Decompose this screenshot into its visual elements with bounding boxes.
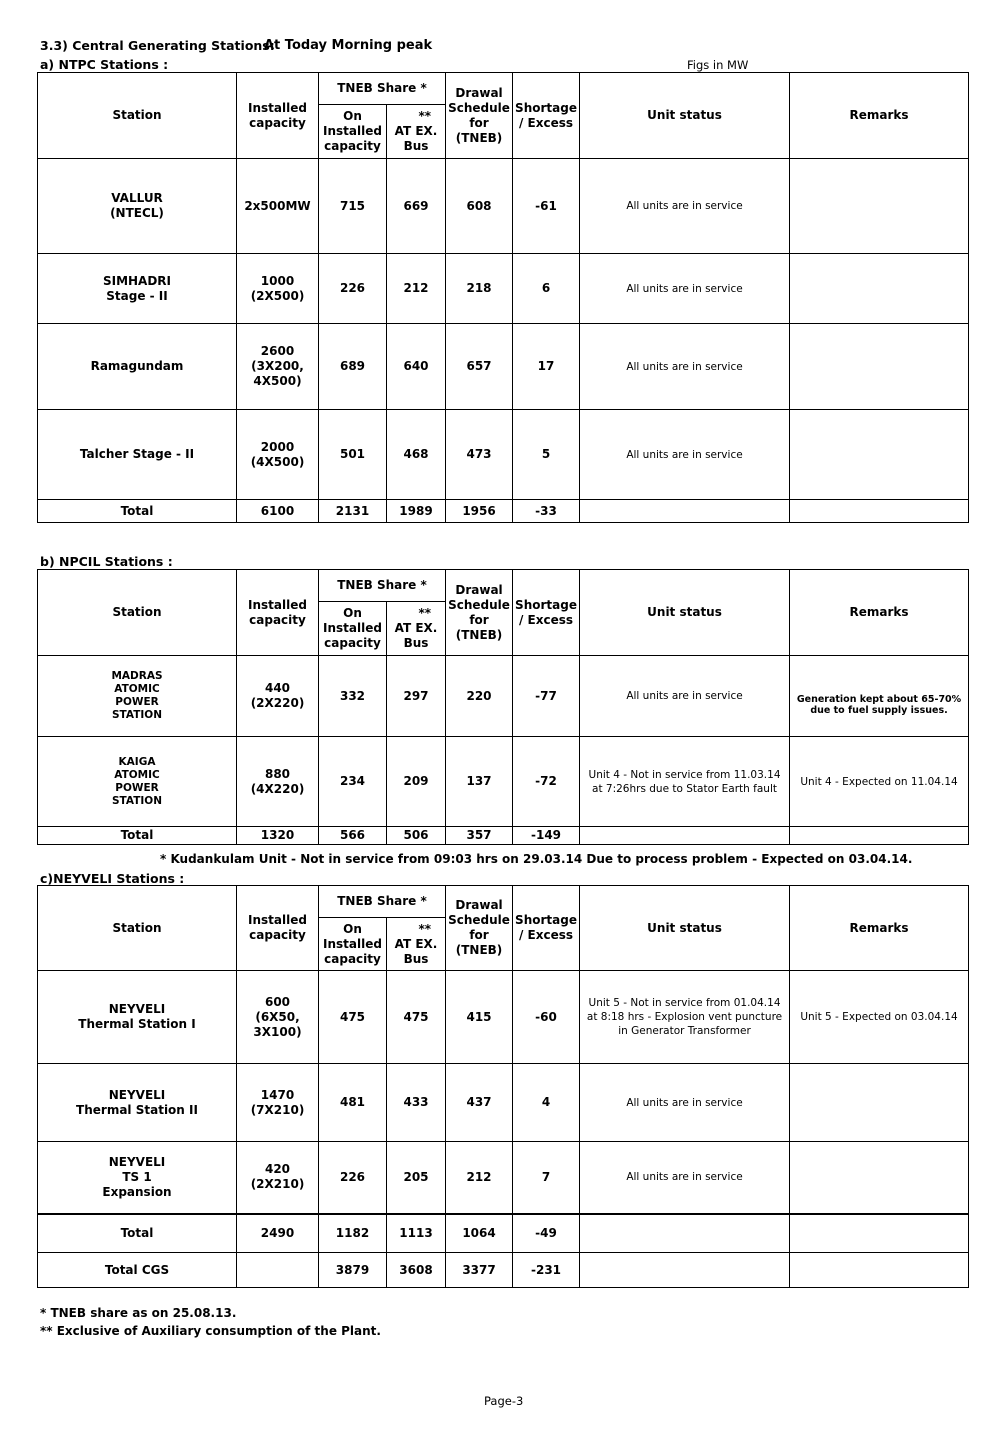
header-at-ex-bus — [387, 918, 446, 971]
total-shortage: -149 — [513, 827, 580, 845]
installed-capacity: 1470 (7X210) — [237, 1064, 319, 1142]
total-label: Total — [38, 500, 237, 523]
total-cgs-label: Total CGS — [38, 1253, 237, 1288]
header-installed: Installed capacity — [237, 73, 319, 159]
unit-status: All units are in service — [580, 410, 790, 500]
total-on-installed: 2131 — [319, 500, 387, 523]
installed-capacity: 420 (2X210) — [237, 1142, 319, 1214]
neyveli-heading: c)NEYVELI Stations : — [40, 871, 185, 886]
drawal-schedule: 218 — [446, 254, 513, 324]
header-shortage: Shortage / Excess — [513, 73, 580, 159]
share-at-ex-bus: 468 — [387, 410, 446, 500]
station-name: MADRAS ATOMIC POWER STATION — [38, 656, 237, 737]
unit-status: Unit 4 - Not in service from 11.03.14 at 7:26hrs due to Stator Earth fault — [580, 737, 790, 827]
footnote-tneb-share: * TNEB share as on 25.08.13. — [40, 1306, 237, 1320]
share-at-ex-bus: 205 — [387, 1142, 446, 1214]
drawal-schedule: 657 — [446, 324, 513, 410]
station-name: NEYVELI Thermal Station I — [38, 971, 237, 1064]
total-installed: 6100 — [237, 500, 319, 523]
total-on-installed: 1182 — [319, 1214, 387, 1253]
npcil-table — [37, 569, 969, 845]
station-name: Talcher Stage - II — [38, 410, 237, 500]
footnote-auxiliary: ** Exclusive of Auxiliary consumption of the Plant. — [40, 1324, 381, 1338]
total-cgs-at-ex-bus: 3608 — [387, 1253, 446, 1288]
drawal-schedule: 608 — [446, 159, 513, 254]
share-on-installed: 332 — [319, 656, 387, 737]
installed-capacity: 2000 (4X500) — [237, 410, 319, 500]
installed-capacity: 880 (4X220) — [237, 737, 319, 827]
at-ex-bus-label: AT EX. Bus — [394, 621, 438, 650]
shortage-excess: 5 — [513, 410, 580, 500]
total-cgs-remarks — [790, 1253, 969, 1288]
total-drawal: 1956 — [446, 500, 513, 523]
header-unit-status: Unit status — [580, 73, 790, 159]
remarks — [790, 324, 969, 410]
total-label: Total — [38, 1214, 237, 1253]
share-at-ex-bus: 669 — [387, 159, 446, 254]
total-installed: 1320 — [237, 827, 319, 845]
total-remarks — [790, 827, 969, 845]
share-on-installed: 689 — [319, 324, 387, 410]
page-number: Page-3 — [484, 1394, 524, 1408]
table-row — [38, 159, 969, 254]
shortage-excess: 17 — [513, 324, 580, 410]
kudankulam-note: * Kudankulam Unit - Not in service from 09:03 hrs on 29.03.14 Due to process problem - Expected on 03.04.14. — [160, 852, 913, 866]
total-row — [38, 500, 969, 523]
remarks — [790, 254, 969, 324]
header-tneb-share: TNEB Share * — [319, 73, 446, 105]
section-title: 3.3) Central Generating Stations: — [40, 38, 275, 53]
total-drawal: 357 — [446, 827, 513, 845]
total-row — [38, 827, 969, 845]
total-at-ex-bus: 1113 — [387, 1214, 446, 1253]
unit-status: All units are in service — [580, 324, 790, 410]
section-subtitle: At Today Morning peak — [264, 38, 433, 53]
installed-capacity: 600 (6X50, 3X100) — [237, 971, 319, 1064]
station-name: KAIGA ATOMIC POWER STATION — [38, 737, 237, 827]
share-on-installed: 234 — [319, 737, 387, 827]
header-on-installed: On Installed capacity — [319, 105, 387, 159]
table-row — [38, 324, 969, 410]
share-on-installed: 501 — [319, 410, 387, 500]
drawal-schedule: 437 — [446, 1064, 513, 1142]
share-on-installed: 226 — [319, 254, 387, 324]
npcil-heading: b) NPCIL Stations : — [40, 554, 173, 569]
ntpc-table — [37, 72, 969, 523]
table-row — [38, 1142, 969, 1214]
table-row — [38, 737, 969, 827]
shortage-excess: -77 — [513, 656, 580, 737]
header-remarks: Remarks — [790, 886, 969, 971]
total-installed: 2490 — [237, 1214, 319, 1253]
station-name: NEYVELI Thermal Station II — [38, 1064, 237, 1142]
drawal-schedule: 137 — [446, 737, 513, 827]
header-station: Station — [38, 570, 237, 656]
at-ex-bus-label: AT EX. Bus — [394, 936, 438, 966]
unit-status: All units are in service — [580, 1142, 790, 1214]
remarks: Unit 4 - Expected on 11.04.14 — [790, 737, 969, 827]
station-name: NEYVELI TS 1 Expansion — [38, 1142, 237, 1214]
header-shortage: Shortage / Excess — [513, 886, 580, 971]
header-on-installed: On Installed capacity — [319, 602, 387, 656]
header-at-ex-bus — [387, 602, 446, 656]
header-installed: Installed capacity — [237, 886, 319, 971]
share-on-installed: 481 — [319, 1064, 387, 1142]
total-cgs-installed — [237, 1253, 319, 1288]
header-shortage: Shortage / Excess — [513, 570, 580, 656]
unit-status: All units are in service — [580, 159, 790, 254]
double-star-mark: ** — [418, 921, 432, 936]
total-at-ex-bus: 506 — [387, 827, 446, 845]
installed-capacity: 1000 (2X500) — [237, 254, 319, 324]
remarks — [790, 1064, 969, 1142]
table-row — [38, 656, 969, 737]
installed-capacity: 440 (2X220) — [237, 656, 319, 737]
remarks — [790, 1142, 969, 1214]
total-row — [38, 1214, 969, 1253]
header-at-ex-bus — [387, 105, 446, 159]
total-label: Total — [38, 827, 237, 845]
table-row — [38, 254, 969, 324]
remarks: Unit 5 - Expected on 03.04.14 — [790, 971, 969, 1064]
header-drawal: Drawal Schedule for (TNEB) — [446, 73, 513, 159]
header-drawal: Drawal Schedule for (TNEB) — [446, 886, 513, 971]
total-shortage: -49 — [513, 1214, 580, 1253]
installed-capacity: 2600 (3X200, 4X500) — [237, 324, 319, 410]
neyveli-table — [37, 885, 969, 1288]
drawal-schedule: 220 — [446, 656, 513, 737]
total-cgs-on-installed: 3879 — [319, 1253, 387, 1288]
station-name: SIMHADRI Stage - II — [38, 254, 237, 324]
total-on-installed: 566 — [319, 827, 387, 845]
table-row — [38, 1064, 969, 1142]
shortage-excess: -60 — [513, 971, 580, 1064]
header-unit-status: Unit status — [580, 570, 790, 656]
at-ex-bus-label: AT EX. Bus — [394, 124, 438, 153]
shortage-excess: 4 — [513, 1064, 580, 1142]
drawal-schedule: 415 — [446, 971, 513, 1064]
total-remarks — [790, 1214, 969, 1253]
drawal-schedule: 473 — [446, 410, 513, 500]
share-at-ex-bus: 212 — [387, 254, 446, 324]
share-at-ex-bus: 297 — [387, 656, 446, 737]
station-name: Ramagundam — [38, 324, 237, 410]
header-drawal: Drawal Schedule for (TNEB) — [446, 570, 513, 656]
header-tneb-share: TNEB Share * — [319, 570, 446, 602]
share-on-installed: 475 — [319, 971, 387, 1064]
ntpc-heading: a) NTPC Stations : — [40, 57, 169, 72]
total-unit-status — [580, 827, 790, 845]
remarks: Generation kept about 65-70% due to fuel supply issues. — [790, 656, 969, 737]
total-at-ex-bus: 1989 — [387, 500, 446, 523]
total-cgs-drawal: 3377 — [446, 1253, 513, 1288]
share-at-ex-bus: 475 — [387, 971, 446, 1064]
drawal-schedule: 212 — [446, 1142, 513, 1214]
header-station: Station — [38, 886, 237, 971]
remarks — [790, 159, 969, 254]
double-star-mark: ** — [418, 109, 432, 123]
header-on-installed: On Installed capacity — [319, 918, 387, 971]
share-at-ex-bus: 433 — [387, 1064, 446, 1142]
station-name: VALLUR (NTECL) — [38, 159, 237, 254]
header-remarks: Remarks — [790, 73, 969, 159]
table-row — [38, 971, 969, 1064]
total-cgs-row — [38, 1253, 969, 1288]
installed-capacity: 2x500MW — [237, 159, 319, 254]
shortage-excess: 6 — [513, 254, 580, 324]
header-tneb-share: TNEB Share * — [319, 886, 446, 918]
shortage-excess: -72 — [513, 737, 580, 827]
total-unit-status — [580, 1214, 790, 1253]
share-on-installed: 226 — [319, 1142, 387, 1214]
unit-status: All units are in service — [580, 254, 790, 324]
header-remarks: Remarks — [790, 570, 969, 656]
total-cgs-unit-status — [580, 1253, 790, 1288]
unit-status: All units are in service — [580, 656, 790, 737]
total-remarks — [790, 500, 969, 523]
units-note: Figs in MW — [687, 58, 749, 72]
remarks — [790, 410, 969, 500]
unit-status: All units are in service — [580, 1064, 790, 1142]
total-cgs-shortage: -231 — [513, 1253, 580, 1288]
double-star-mark: ** — [418, 606, 432, 620]
header-installed: Installed capacity — [237, 570, 319, 656]
share-at-ex-bus: 640 — [387, 324, 446, 410]
unit-status: Unit 5 - Not in service from 01.04.14 at 8:18 hrs - Explosion vent puncture in Generator Transformer — [580, 971, 790, 1064]
total-drawal: 1064 — [446, 1214, 513, 1253]
share-on-installed: 715 — [319, 159, 387, 254]
shortage-excess: 7 — [513, 1142, 580, 1214]
total-unit-status — [580, 500, 790, 523]
total-shortage: -33 — [513, 500, 580, 523]
table-row — [38, 410, 969, 500]
share-at-ex-bus: 209 — [387, 737, 446, 827]
header-station: Station — [38, 73, 237, 159]
shortage-excess: -61 — [513, 159, 580, 254]
header-unit-status: Unit status — [580, 886, 790, 971]
